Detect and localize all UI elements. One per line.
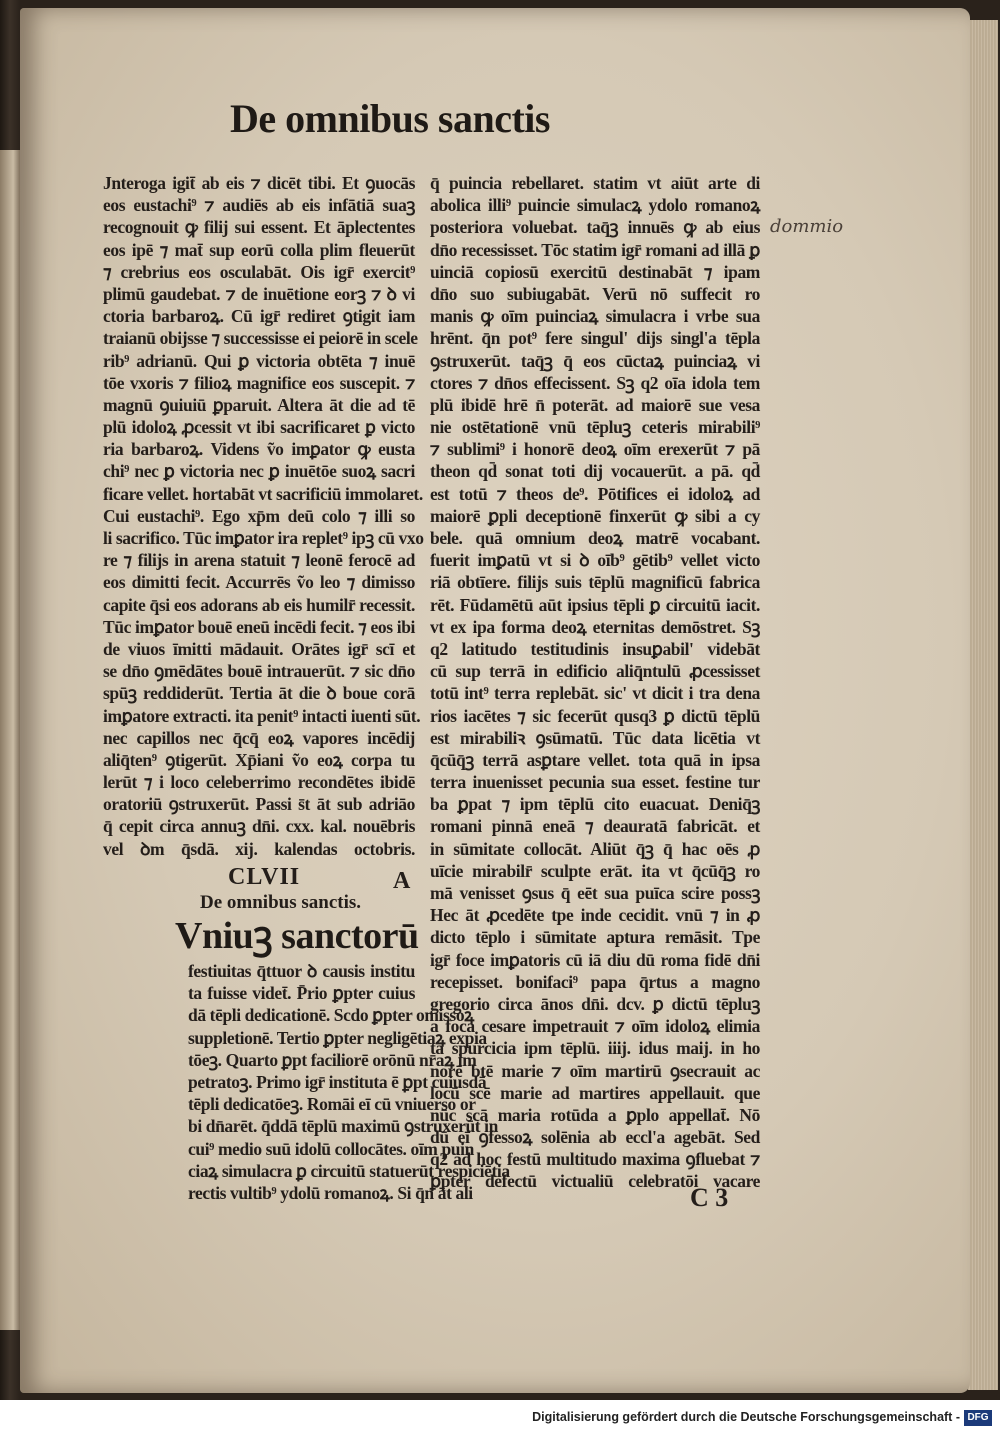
text-line: festiuitas q̄ttuor ꝺ causis institu <box>188 961 415 981</box>
text-line: magnū ꝯuiuiū ꝑparuit. Altera āt die ad tē <box>103 394 415 415</box>
text-line: chi⁹ nec ꝑ victoria nec ꝑ inuētōe suoꝝ sacri <box>103 461 415 482</box>
text-line: Hec āt ꝓcedēte tpe inde cecidit. vnū ⁊ in ꝓ <box>430 905 760 926</box>
text-line: nec capillos nec q̄cq̄ eoꝝ vapores incēdij <box>103 727 415 748</box>
text-line: vel ꝺm q̄sdā. xij. kalendas octobris. <box>103 838 415 859</box>
text-line: eos eustachi⁹ ⁊ audiēs ab eis infātiā suaꝫ <box>103 195 415 216</box>
text-line: ria barbaroꝝ. Videns ṽo imꝑator ꝙ eusta <box>103 439 415 460</box>
text-line: ta spurcicia ipm tēplū. iiij. idus maij. in ho <box>430 1038 760 1059</box>
chapter-title: Vniuꝫ sanctorū <box>175 915 419 957</box>
text-line: Cui eustachi⁹. Ego xp̄m deū colo ⁊ illi so <box>103 505 415 526</box>
text-line: nie ostētationē vnū tēpluꝫ ceteris mirabili⁹ <box>430 417 760 438</box>
text-line: posteriora voluebat. taq̄ꝫ innuēs ꝙ ab eius <box>430 217 760 238</box>
left-column-continued <box>188 960 510 1204</box>
text-line: terra inuenisset pecunia sua esset. festine tur <box>430 772 760 793</box>
text-line: rib⁹ adrianū. Qui ꝑ victoria obtēta ⁊ inuē <box>103 350 415 371</box>
text-line: totū int⁹ terra replebāt. sic' vt dicit i tra dena <box>430 683 760 704</box>
text-line: norē btē marie ⁊ oīm martirū ꝯsecrauit ac <box>430 1060 760 1081</box>
text-line: vt ex ipa forma deoꝝ eternitas demōstret. Sꝫ <box>430 616 760 637</box>
text-line: plimū gaudebat. ⁊ de inuētione eorꝫ ⁊ ꝺ vi <box>103 283 415 304</box>
text-line: est totū ⁊ theos de⁹. Pōtifices ei idoloꝝ ad <box>430 483 760 504</box>
page-stack-edge <box>968 20 998 1390</box>
text-line: q̄ cepit circa annuꝫ dn̄i. cxx. kal. nouēbris <box>103 816 415 837</box>
text-line: recognouit ꝙ filij sui essent. Et āplectentes <box>103 217 415 238</box>
chapter-number: CLVII <box>228 864 301 890</box>
text-line: dn̄o recessisset. Tōc statim igr̄ romani ad illā ꝑ <box>430 239 760 260</box>
text-line: q2 latitudo testitudinis insuꝑabil' videbāt <box>430 638 760 659</box>
left-column <box>103 172 424 860</box>
text-line: bele. quā omnium deoꝝ matrē vocabant. <box>430 528 760 548</box>
text-line: cū sup terrā in edificio aliq̄ntulū ꝓcessisset <box>430 661 760 682</box>
text-line: traianū obijsse ⁊ successisse ei peiorē in scele <box>103 328 418 349</box>
text-line: rios iacētes ⁊ sic fecerūt qusq3 ꝑ dictū tēplū <box>430 705 760 726</box>
running-header: De omnibus sanctis <box>230 96 550 141</box>
text-line: aliq̄ten⁹ ꝯtigerūt. Xp̄iani ṽo eoꝝ corpa tu <box>103 749 415 770</box>
text-line: ficare vellet. hortabāt vt sacrificiū immolaret. <box>103 483 423 504</box>
text-line: ciaꝝ simulacra ꝑ circuitū statuerūt respiciētia <box>188 1160 510 1181</box>
text-line: tēpli dedicatōeꝫ. Romāi eī cū vniuerso or <box>188 1094 476 1115</box>
text-line: suppletionē. Tertio ꝑpter negligētiaꝝ expia <box>188 1027 487 1048</box>
text-line: rectis vultib⁹ ydolū romanoꝝ. Si q̄n āt ali <box>188 1182 473 1203</box>
footer-credit: Digitalisierung gefördert durch die Deutsche Forschungsgemeinschaft - <box>532 1410 960 1424</box>
text-line: est mirabiliꝛ ꝯsūmatū. Tūc data licētia vt <box>430 727 760 748</box>
dfg-logo: DFG <box>964 1410 992 1426</box>
text-line: q2 ad hoc festū multitudo maxima ꝯfluebat ⁊ <box>430 1149 760 1170</box>
text-line: oratoriū ꝯstruxerūt. Passi s̄t āt sub adriāo <box>103 794 415 815</box>
text-line: abolica illi⁹ puincie simulacꝝ ydolo romanoꝝ <box>430 195 760 216</box>
text-line: plū ibidē hrē n̄ poterāt. ad maiorē sue vesa <box>430 394 760 415</box>
text-line: tōeꝫ. Quarto ꝑpt faciliorē orōnū nr̄aꝝ im <box>188 1049 477 1070</box>
text-line: lerūt ⁊ i loco celeberrimo recondētes ibidē <box>103 772 415 793</box>
text-line: eos ipē ⁊ mat̄ sup eorū colla plim fleuerūt <box>103 239 415 260</box>
text-line: bi dn̄arēt. q̄ddā tēplū maximū ꝯstruxerūt in <box>188 1116 498 1137</box>
text-line: ba ꝑpat ⁊ ipm tēplū cito euacuat. Deniq̄ꝫ <box>430 794 760 815</box>
text-line: uīcie mirabilr̄ sculpte erāt. ita vt q̄cūq̄ꝫ ro <box>430 860 760 881</box>
text-line: ⁊ sublimi⁹ i honorē deoꝝ oīm erexerūt ⁊ pā <box>430 439 760 460</box>
text-line: mā venisset ꝯsus q̄ eēt sua puīca scire possꝫ <box>430 883 760 903</box>
text-line: dā tēpli dedicationē. Scdo ꝑpter omissoꝝ <box>188 1005 474 1026</box>
text-line: ta fuisse videt̄. P̄rio ꝑpter cuius <box>188 983 415 1004</box>
text-line: imꝑatore extracti. ita penit⁹ intacti iuenti sūt. <box>103 705 421 726</box>
text-line: dicto tēplo i sūmitate aptura remāsit. Tpe <box>430 927 760 948</box>
text-line: dn̄o suo subiugabāt. Verū nō suffecit ro <box>430 283 760 304</box>
signature-mark: C 3 <box>690 1183 729 1212</box>
text-line: nūc scā maria rotūda a ꝑplo appellat̄. Nō <box>430 1104 760 1125</box>
text-line: capite q̄si eos adorans ab eis humilr̄ recessit. <box>103 594 415 615</box>
footer-bar <box>0 1400 1000 1437</box>
margin-note: dommio <box>770 216 844 237</box>
text-line: manis ꝙ oīm puinciaꝝ simulacra i vrbe sua <box>430 306 760 327</box>
chapter-subtitle: De omnibus sanctis. <box>200 892 361 913</box>
text-line: a foca cesare impetrauit ⁊ oīm idoloꝝ elimia <box>430 1016 760 1037</box>
text-line: romani pinnā eneā ⁊ deauratā fabricāt. et <box>430 816 760 837</box>
text-line: q̄cūq̄ꝫ terrā asꝑtare vellet. tota quā in ipsa <box>430 749 760 770</box>
text-line: re ⁊ filijs in arena statuit ⁊ leonē ferocē ad <box>103 550 415 571</box>
text-line: tōe vxoris ⁊ filioꝝ magnifice eos suscepit. ⁊ <box>103 372 415 393</box>
text-line: spūꝫ reddiderūt. Tertia āt die ꝺ boue corā <box>103 683 415 704</box>
text-line: locū scē marie ad martires appellauit. que <box>430 1082 760 1103</box>
right-column <box>430 172 760 1193</box>
text-line: rēt. Fūdamētū aūt ipsius tēpli ꝑ circuitū iacit. <box>430 594 760 615</box>
text-line: ꝯstruxerūt. taq̄ꝫ q̄ eos cūctaꝝ puinciaꝝ vi <box>430 350 760 371</box>
text-line: theon qd̄ sonat toti dij vocauerūt. a pā. qd̄ <box>430 461 760 482</box>
text-line: riā obtīere. filijs suis tēplū magnificū fabrica <box>430 572 760 593</box>
text-line: se dn̄o ꝯmēdātes bouē intrauerūt. ⁊ sic dn̄o <box>103 661 415 682</box>
text-line: dū eī ꝯfessoꝝ solēnia ab eccl'a agebāt. Sed <box>430 1127 760 1148</box>
text-line: fuerit imꝑatū vt si ꝺ oīb⁹ gētib⁹ vellet victo <box>430 550 760 571</box>
text-line: eos dimitti fecit. Accurrēs ṽo leo ⁊ dimisso <box>103 572 415 593</box>
text-line: maiorē ꝑpli deceptionē finxerūt ꝙ sibi a cy <box>430 505 760 526</box>
text-line: q̄ puincia rebellaret. statim vt aiūt arte di <box>430 173 760 193</box>
section-marker: A <box>393 868 411 894</box>
text-line: gregorio circa ānos dn̄i. dcv. ꝑ dictū tēpluꝫ <box>430 993 760 1014</box>
text-line: Jnteroga igit̄ ab eis ⁊ dicēt tibi. Et ꝯuocās <box>103 173 415 193</box>
text-line: Tūc imꝑator bouē eneū incēdi fecit. ⁊ eos ibi <box>103 616 415 637</box>
text-line: petratoꝫ. Primo igr̄ instituta ē ꝑpt cuiusdā <box>188 1071 487 1092</box>
text-line: li sacrifico. Tūc imꝑator ira replet⁹ ipꝫ cū vxo <box>103 528 424 548</box>
text-line: igr̄ foce imꝑatoris cū iā diu dū roma fidē dn̄i <box>430 949 760 970</box>
text-line: ctores ⁊ dn̄os effecissent. Sꝫ q2 oīa idola tem <box>430 372 760 393</box>
facing-page-edge <box>0 150 22 1330</box>
text-line: ctoria barbaroꝝ. Cū igr̄ rediret ꝯtigit iam <box>103 306 415 327</box>
text-line: ⁊ crebrius eos osculabāt. Ois igr̄ exercit⁹ <box>103 261 415 282</box>
text-line: recepisset. bonifaci⁹ papa q̄rtus a magno <box>430 971 760 992</box>
text-line: ꝑpter defectū victualiū celebratōi vacare <box>430 1171 760 1192</box>
text-line: uinciā copiosū exercitū destinabāt ⁊ ipam <box>430 261 760 282</box>
text-line: de viuos īmitti mādauit. Orātes igr̄ scī et <box>103 638 415 659</box>
text-line: hrēnt. q̄n pot⁹ fere singul' dijs singl'a tēpla <box>430 328 760 349</box>
text-line: in sūmitate collocāt. Aliūt q̄ꝫ q̄ hac oēs ꝓ <box>430 838 760 859</box>
text-line: cui⁹ medio suū idolū collocātes. oīm puin <box>188 1138 474 1159</box>
text-line: plū idoloꝝ ꝓcessit vt ibi sacrificaret ꝑ victo <box>103 417 415 438</box>
